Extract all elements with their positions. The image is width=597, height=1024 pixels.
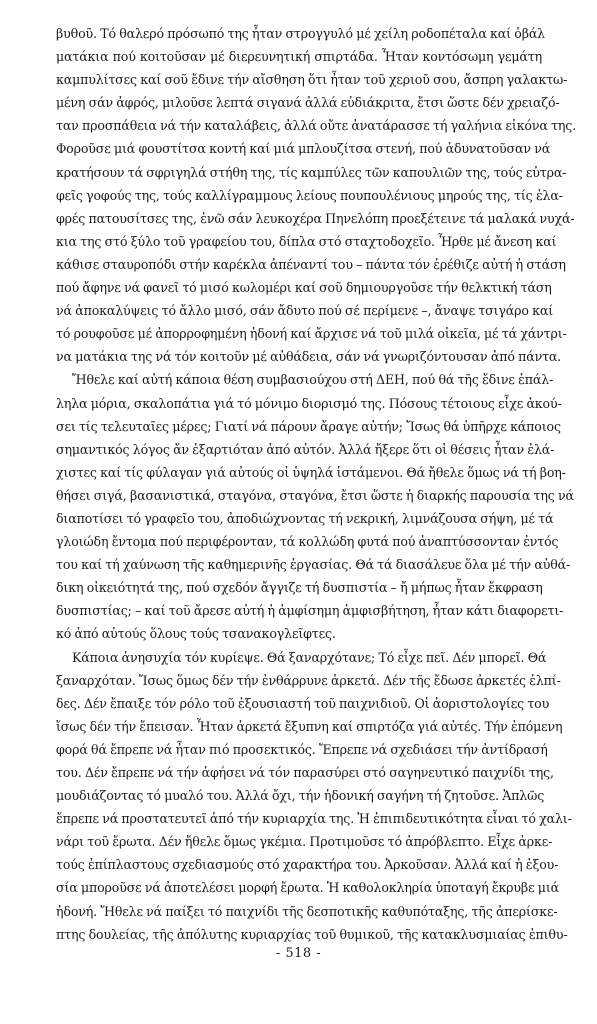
text-line: Κάποια ἀνησυχία τόν κυρίεψε. Θά ξαναρχότανε; Τό εἶχε πεῖ. Δέν μπορεῖ. Θά [72, 649, 547, 665]
text-line: να ματάκια της νά τόν κοιτοῦν μέ αὐθάδεια, σάν νά γνωριζόντουσαν ἀπό πάντα. [56, 349, 562, 365]
text-line: βυθοῦ. Τό θαλερό πρόσωπό της ἦταν στρογγυλό μέ χείλη ροδοπέταλα καί ὀβάλ [56, 26, 546, 41]
paragraph [56, 368, 574, 645]
paragraph [56, 646, 572, 946]
text-line: κάθισε σταυροπόδι στήν καρέκλα ἀπέναντί του – πάντα τόν ἐρέθιζε αὐτή ἡ στάση [56, 256, 566, 272]
page-text [56, 22, 577, 946]
text-line: ἔπρεπε νά προστατευτεῖ ἀπό τήν κυριαρχία της. Ἡ ἐπιπιδευτικότητα εἶναι τό χαλι- [56, 811, 572, 827]
text-line: σει τίς τελευταῖες μέρες; Γιατί νά πάρουν ἄραγε αὐτήν; Ἴσως θά ὑπῆρχε κάποιος [56, 418, 561, 434]
text-line: διαποτίσει τό γραφεῖο του, ἀποδιώχνοντας τή νεκρική, λιμνάζουσα σήψη, μέ τά [56, 510, 554, 526]
text-line: κια της στό ξύλο τοῦ γραφείου του, δίπλα στό σταχτοδοχεῖο. Ἦρθε μέ ἄνεση καί [56, 233, 557, 249]
text-line: νά ἀποκαλύψεις τό ἄλλο μισό, σάν ἄδυτο πού σέ περίμενε –, ἄναψε τσιγάρο καί [56, 303, 554, 319]
text-line: δικη οἰκειότητά της, πού σχεδόν ἄγγιζε τή δυσπιστία – ἤ μήπως ἦταν ἔκφραση [56, 580, 543, 596]
text-line: ξαναρχόταν. Ἴσως ὅμως δέν τήν ἐνθάρρυνε ἀρκετά. Δέν τῆς ἔδωσε ἀρκετές ἐλπί- [56, 672, 561, 688]
text-line: ματάκια πού κοιτοῦσαν μέ διερευνητική σπιρτάδα. Ἦταν κοντόσωμη γεμάτη [56, 49, 542, 65]
text-line: ταν προσπάθεια νά τήν καταλάβεις, ἀλλά οὔτε ἀνατάρασσε τή γαλήνια εἰκόνα της. [56, 118, 577, 134]
text-line: μένη σάν ἀφρός, μιλοῦσε λεπτά σιγανά ἀλλά εὐδιάκριτα, ἔτσι ὥστε δέν χρειαζό- [56, 95, 560, 111]
text-line: τό ρουφοῦσε μέ ἀπορροφημένη ἡδονή καί ἄρχισε νά τοῦ μιλά οἰκεῖα, μέ τά χάντρι- [56, 326, 567, 342]
paragraph [56, 22, 577, 368]
text-line: φεῖς γοφούς της, τούς καλλίγραμμους λείους πουπουλένιους μηρούς της, τίς ἐλα- [56, 187, 563, 203]
text-line: σία μποροῦσε νά ἀποτελέσει μορφή ἔρωτα. Ἡ καθολοκληρία ὑποταγή ἔκρυβε μιά [56, 880, 559, 896]
page-number: - 518 - [275, 946, 322, 961]
text-line: σημαντικός λόγος ἄν ἐξαρτιόταν ἀπό αὐτόν. Ἀλλά ἤξερε ὅτι οἱ θέσεις ἦταν ἐλά- [56, 441, 555, 457]
text-line: ἴσως δέν τήν ἔπεισαν. Ἦταν ἀρκετά ἔξυπνη καί σπιρτόζα γιά αὐτές. Τήν ἑπόμενη [56, 718, 563, 734]
text-line: πτης δουλείας, τῆς ἀπόλυτης κυριαρχίας τοῦ θυμικοῦ, τῆς κατακλυσμιαίας ἐπιθυ- [56, 926, 568, 942]
text-line: δυσπιστίας; – καί τοῦ ἄρεσε αὐτή ἡ ἀμφίσημη ἀμφισβήτηση, ἦταν κάτι διαφορετι- [56, 603, 564, 619]
text-line: ληλα μόρια, σκαλοπάτια γιά τό μόνιμο διορισμό της. Πόσους τέτοιους εἶχε ἀκού- [56, 395, 562, 411]
text-line: καμπυλίτσες καί σοῦ ἔδινε τήν αἴσθηση ὅτι ἦταν τοῦ χεριοῦ σου, ἄσπρη γαλακτω- [56, 72, 568, 88]
text-line: γλοιώδη ἔντομα πού περιφέρονταν, τά κολλώδη φυτά πού ἀναπτύσσονταν ἐντός [56, 534, 559, 550]
text-line: θήσει σιγά, βασανιστικά, σταγόνα, σταγόνα, ἔτσι ὥστε ἡ διαρκής παρουσία της νά [56, 487, 574, 503]
text-line: νάρι τοῦ ἔρωτα. Δέν ἤθελε ὅμως γκέμια. Προτιμοῦσε τό ἀπρόβλεπτο. Εἶχε ἀρκε- [56, 834, 553, 850]
text-line: του. Δέν ἔπρεπε νά τήν ἀφήσει νά τόν παρασύρει στό σαγηνευτικό παιχνίδι της, [56, 765, 554, 780]
text-line: χιστες καί τίς φύλαγαν γιά αὐτούς οἱ ὑψηλά ἱστάμενοι. Θά ἤθελε ὅμως νά τή βοη- [56, 464, 566, 480]
text-line: Φοροῦσε μιά φουστίτσα κοντή καί μιά μπλουζίτσα στενή, πού ἀδυνατοῦσαν νά [56, 141, 551, 157]
text-line: φορά θά ἔπρεπε νά ἦταν πιό προσεκτικός. Ἔπρεπε νά σχεδιάσει τήν ἀντίδρασή [56, 741, 548, 757]
text-line: τούς ἐπίπλαστους σχεδιασμούς στό χαρακτήρα του. Ἀρκοῦσαν. Ἀλλά καί ἡ ἐξου- [56, 857, 559, 873]
text-line: κρατήσουν τά σφριγηλά στήθη της, τίς καμπύλες τῶν καπουλιῶν της, τούς εὐτρα- [56, 164, 567, 180]
text-line: δες. Δέν ἔπαιξε τόν ρόλο τοῦ ἐξουσιαστή τοῦ παιχνιδιοῦ. Οἱ ἀοριστολογίες του [56, 695, 550, 711]
text-line: κό ἀπό αὐτούς ὅλους τούς τσανακογλεῖφτες. [56, 626, 336, 642]
text-line: μουδιάζοντας τό μυαλό του. Ἀλλά ὄχι, τήν ἡδονική σαγήνη τή ζητοῦσε. Ἁπλῶς [56, 788, 545, 804]
text-line: πού ἄφηνε νά φανεῖ τό μισό κωλομέρι καί σοῦ δημιουργοῦσε τήν θελκτική τάση [56, 280, 552, 296]
text-line: Ἤθελε καί αὐτή κάποια θέση συμβασιούχου στή ΔΕΗ, πού θά τῆς ἔδινε ἐπάλ- [72, 372, 554, 388]
text-line: του καί τή χαύνωση τῆς καθημερινῆς ἐργασίας. Θά τά διασάλευε ὅλα μέ τήν αὐθά- [56, 557, 571, 573]
text-line: ἡδονή. Ἤθελε νά παίξει τό παιχνίδι τῆς δεσποτικῆς καθυπόταξης, τῆς ἀπερίσκε- [56, 903, 558, 919]
text-line: φρές πατουσίτσες της, ἐνῶ σάν λευκοχέρα Πηνελόπη προεξέτεινε τά μαλακά νυχά- [56, 210, 575, 226]
